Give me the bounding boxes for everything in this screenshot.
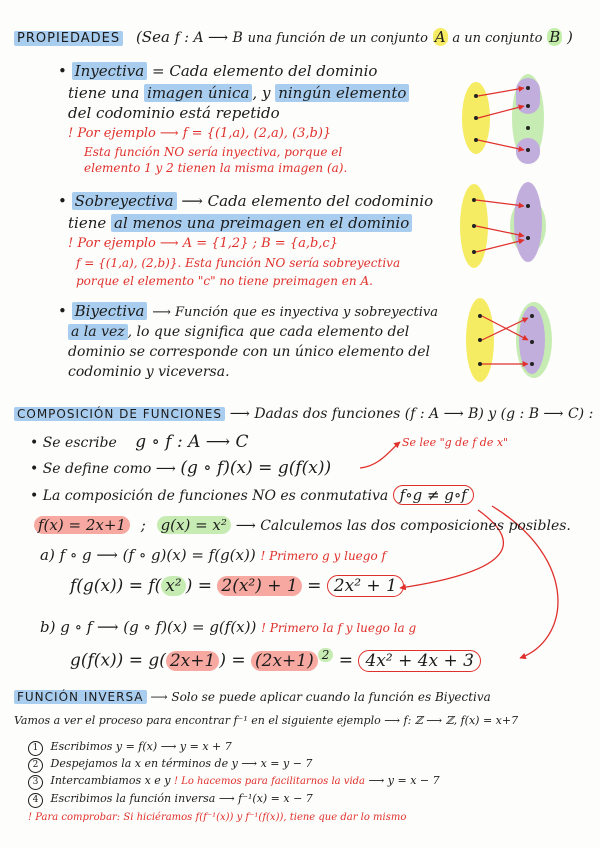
part-a-result: 2x² + 1: [327, 575, 404, 597]
sobreyectiva-term: Sobreyectiva: [72, 192, 177, 210]
biyectiva-diagram: [466, 298, 552, 382]
bij-c3: [530, 362, 534, 366]
part-b-def: b) g ∘ f ⟶ (g ∘ f)(x) = g(f(x)): [40, 618, 257, 636]
part-b-eq-hl: 2x+1: [166, 651, 219, 671]
biyectiva-line1: • Biyectiva ⟶ Función que es inyectiva y sobreyectiva: [58, 302, 439, 320]
inyectiva-line1: • Inyectiva = Cada elemento del dominio: [58, 62, 378, 80]
inj-d2: [474, 116, 478, 120]
inversa-step-4: [28, 792, 313, 808]
propiedades-intro-mid2: a un conjunto: [452, 31, 543, 46]
sobreyectiva-line1: • Sobreyectiva ⟶ Cada elemento del codominio: [58, 192, 434, 210]
sob-d2: [472, 224, 476, 228]
inyectiva-def2-mid: , y: [252, 84, 271, 102]
sobreyectiva-ex3: porque el elemento "c" no tiene preimagen en A.: [76, 274, 373, 288]
biyectiva-def2-hl: a la vez: [68, 324, 128, 340]
sob-c1: [526, 204, 530, 208]
sobreyectiva-def2-hl: al menos una preimagen en el dominio: [111, 214, 412, 232]
biyectiva-def1: ⟶ Función que es inyectiva y sobreyectiva: [152, 305, 439, 320]
part-b-result: 4x² + 4x + 3: [358, 650, 481, 672]
composicion-b3-text: • La composición de funciones NO es conmutativa: [30, 488, 389, 504]
inyectiva-ex2: Esta función NO sería inyectiva, porque el: [84, 145, 343, 159]
part-b-line: [40, 618, 416, 636]
part-b-eq-eq: =: [338, 650, 354, 671]
biyectiva-term: Biyectiva: [72, 302, 148, 320]
step-2-text: Despejamos la x en términos de y ⟶ x = y − 7: [50, 757, 313, 770]
bij-d3: [478, 362, 482, 366]
inj-image-top: [516, 78, 540, 114]
step-1-text: Escribimos y = f(x) ⟶ y = x + 7: [50, 740, 232, 753]
part-b-eq-mid: ) =: [219, 650, 246, 671]
inyectiva-term: Inyectiva: [72, 62, 148, 80]
composicion-b1: [30, 432, 249, 452]
step-4-text: Escribimos la función inversa ⟶ f⁻¹(x) = x − 7: [50, 792, 313, 805]
part-a-eq-left: f(g(x)) = f(: [70, 576, 162, 596]
inyectiva-ex3: elemento 1 y 2 tienen la misma imagen (a).: [84, 161, 348, 175]
composicion-intro: ⟶ Dadas dos funciones (f : A ⟶ B) y (g : B ⟶ C) :: [229, 406, 594, 422]
composicion-b2-math: (g ∘ f)(x) = g(f(x)): [180, 458, 332, 478]
inyectiva-diagram: [462, 74, 544, 164]
inj-c1: [526, 86, 530, 90]
part-a-eq-x2: x²: [161, 576, 185, 596]
fx-definition: f(x) = 2x+1: [34, 516, 130, 534]
step-2-number: 2: [28, 758, 43, 773]
part-b-eq: [70, 648, 481, 671]
set-a-label: A: [434, 28, 446, 46]
inversa-process: Vamos a ver el proceso para encontrar f⁻¹ en el siguiente ejemplo ⟶ f: ℤ ⟶ ℤ, f(x) = x+7: [14, 714, 519, 727]
step-3-note: ! Lo hacemos para facilitarnos la vida: [174, 776, 366, 787]
bij-d1: [478, 314, 482, 318]
bij-c1: [530, 314, 534, 318]
sobreyectiva-ex1: ! Por ejemplo ⟶ A = {1,2} ; B = {a,b,c}: [68, 236, 338, 251]
no-conmutativa-math: f∘g ≠ g∘f: [393, 485, 474, 505]
composicion-b1-math: g ∘ f : A ⟶ C: [135, 432, 249, 452]
inversa-heading: FUNCIÓN INVERSA: [14, 690, 147, 704]
inversa-step-1: [28, 740, 232, 756]
composicion-b1-pre: • Se escribe: [30, 435, 117, 451]
part-b-eq-left: g(f(x)) = g(: [70, 650, 166, 671]
composicion-b2-pre: • Se define como ⟶: [30, 461, 176, 477]
inj-d3: [474, 138, 478, 142]
biyectiva-def4: codominio y viceversa.: [68, 364, 230, 380]
composicion-line: [14, 404, 593, 422]
inyectiva-ex1: ! Por ejemplo ⟶ f = {(1,a), (2,a), (3,b)}: [68, 126, 332, 141]
sobreyectiva-ex2: f = {(1,a), (2,b)}. Esta función NO sería sobreyectiva: [76, 256, 401, 270]
inj-d1: [474, 94, 478, 98]
step-4-number: 4: [28, 793, 43, 808]
inj-c3: [526, 126, 530, 130]
gx-definition: g(x) = x²: [157, 516, 231, 534]
propiedades-intro-close: ): [567, 28, 573, 46]
inversa-step-3: [28, 774, 440, 790]
step-3-tail: ⟶ y = x − 7: [368, 774, 440, 787]
bij-d2: [478, 338, 482, 342]
set-b-label: B: [549, 28, 561, 46]
bij-c2: [530, 340, 534, 344]
propiedades-intro-mid: una función de un conjunto: [247, 31, 428, 46]
inyectiva-def2-hl: imagen única: [144, 84, 252, 102]
part-b-eq-hl2: (2x+1): [251, 651, 318, 671]
sob-c2: [526, 236, 530, 240]
se-lee-arrow: [360, 442, 400, 468]
step-3-text: Intercambiamos x e y: [50, 774, 171, 787]
inversa-line: [14, 690, 491, 704]
propiedades-intro-open: (Sea: [135, 28, 170, 46]
composicion-b3: [30, 486, 474, 504]
calc-intro: ⟶ Calculemos las dos composiciones posibles.: [235, 518, 571, 534]
inversa-check: ! Para comprobar: Si hiciéramos f(f⁻¹(x)) y f⁻¹(f(x)), tiene que dar lo mismo: [28, 812, 407, 823]
inyectiva-def2-pre: tiene una: [68, 84, 140, 102]
inj-c4: [526, 148, 530, 152]
part-a-eq-mid: ) =: [185, 576, 212, 596]
part-b-note: ! Primero la f y luego la g: [261, 621, 417, 635]
part-a-line: [40, 546, 386, 564]
sobreyectiva-def2-pre: tiene: [68, 214, 107, 232]
step-1-number: 1: [28, 741, 43, 756]
inversa-intro: ⟶ Solo se puede aplicar cuando la función es Biyectiva: [150, 690, 491, 704]
inyectiva-def2-hl2: ningún elemento: [275, 84, 409, 102]
sob-codomain-set: [514, 182, 542, 262]
step-3-number: 3: [28, 775, 43, 790]
composicion-b2: [30, 458, 331, 478]
sob-d1: [472, 198, 476, 202]
part-a-def: a) f ∘ g ⟶ (f ∘ g)(x) = f(g(x)): [40, 546, 256, 564]
inj-c2: [526, 104, 530, 108]
part-b-eq-square: 2: [318, 648, 334, 662]
biyectiva-def3: dominio se corresponde con un único elemento del: [68, 344, 430, 360]
fx-gx-separator: ;: [140, 516, 146, 534]
biyectiva-def2-rest: , lo que significa que cada elemento del: [127, 324, 410, 340]
composicion-heading: COMPOSICIÓN DE FUNCIONES: [14, 407, 225, 421]
part-a-note: ! Primero g y luego f: [260, 549, 386, 563]
sobreyectiva-diagram: [460, 182, 546, 268]
propiedades-heading: PROPIEDADES: [14, 31, 123, 46]
part-a-eq-eq: =: [307, 576, 322, 596]
propiedades-intro-f: f : A ⟶ B: [174, 30, 243, 46]
inversa-step-2: [28, 757, 312, 773]
inyectiva-def1: = Cada elemento del dominio: [152, 62, 378, 80]
sobreyectiva-def1: ⟶ Cada elemento del codominio: [181, 192, 434, 210]
functions-line: [34, 516, 571, 534]
se-lee-note: Se lee "g de f de x": [402, 436, 509, 449]
inyectiva-def3: del codominio está repetido: [68, 104, 280, 122]
part-a-eq-hl: 2(x²) + 1: [217, 576, 301, 596]
part-a-eq: [70, 576, 404, 596]
sob-d3: [472, 250, 476, 254]
